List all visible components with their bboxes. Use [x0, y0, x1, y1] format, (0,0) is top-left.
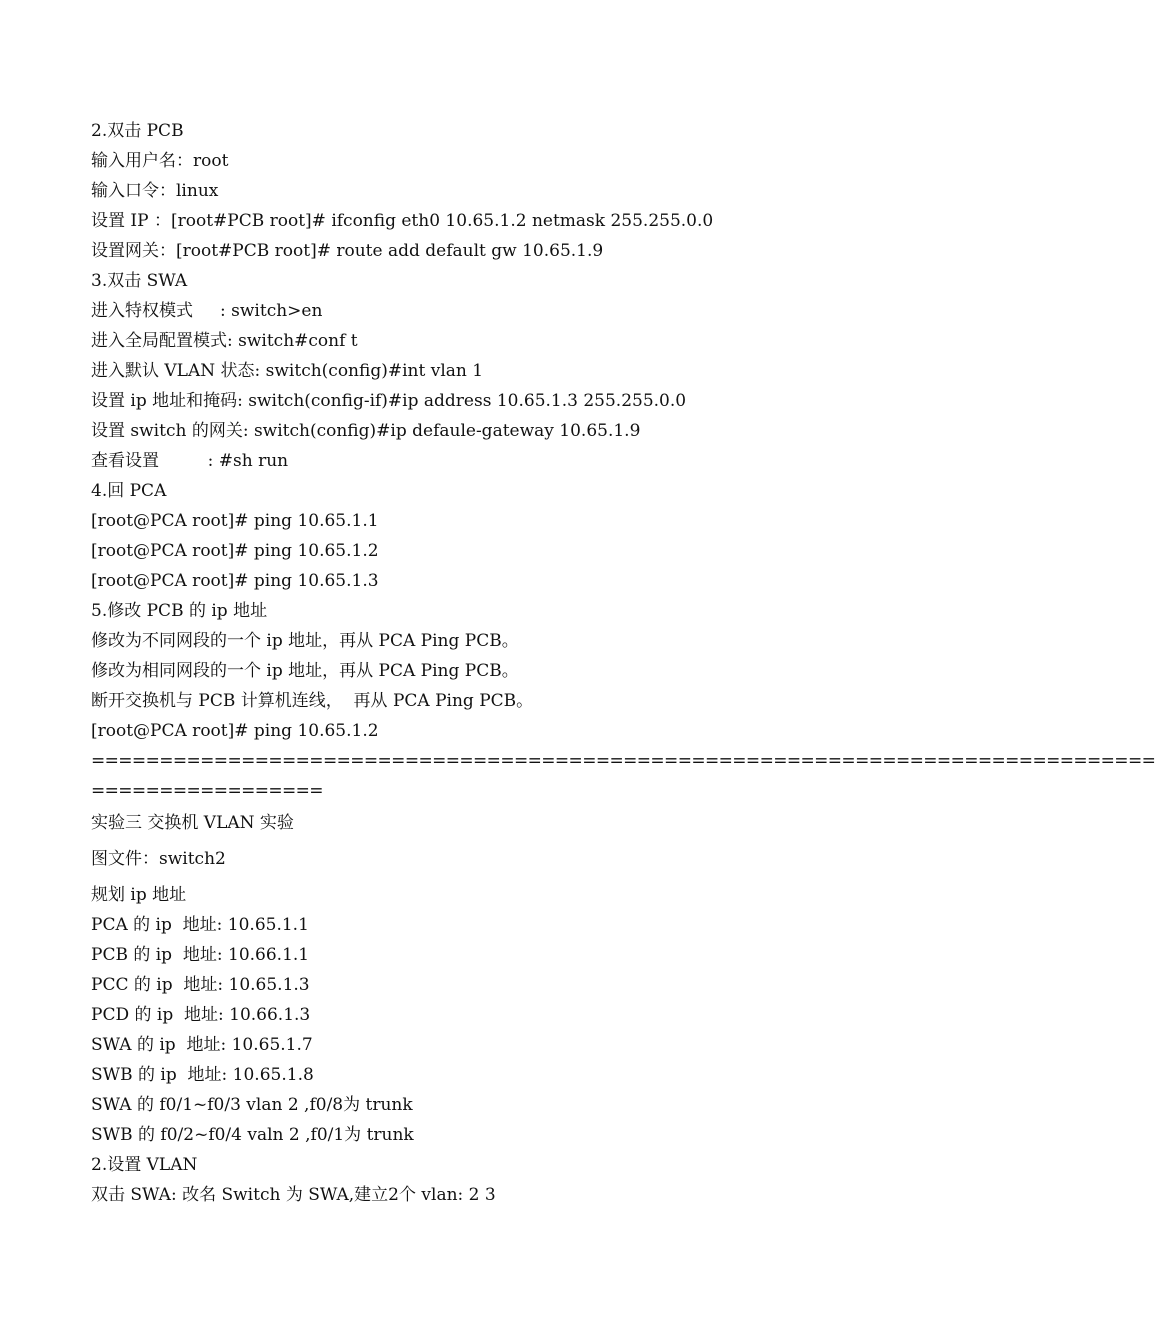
text-line: 设置网关：[root#PCB root]# route add default gw 10.65.1.9 — [91, 241, 604, 261]
text-line: 图文件：switch2 — [91, 849, 226, 869]
command-line: [root@PCA root]# ping 10.65.1.3 — [91, 571, 379, 591]
text-line: 进入全局配置模式: switch#conf t — [91, 331, 358, 351]
command-line: [root@PCA root]# ping 10.65.1.2 — [91, 721, 379, 741]
text-line: SWA 的 ip 地址: 10.65.1.7 — [91, 1035, 313, 1055]
section-title: 实验三 交换机 VLAN 实验 — [91, 813, 294, 833]
step-heading-modify-ip: 5.修改 PCB 的 ip 地址 — [91, 601, 268, 621]
text-line: 进入特权模式 : switch>en — [91, 301, 323, 321]
text-line: 设置 switch 的网关: switch(config)#ip defaule-gateway 10.65.1.9 — [91, 421, 641, 441]
text-line: PCB 的 ip 地址: 10.66.1.1 — [91, 945, 310, 965]
text-line: SWB 的 f0/2~f0/4 valn 2 ,f0/1为 trunk — [91, 1125, 414, 1145]
text-line: SWA 的 f0/1~f0/3 vlan 2 ,f0/8为 trunk — [91, 1095, 413, 1115]
text-line: 进入默认 VLAN 状态: switch(config)#int vlan 1 — [91, 361, 484, 381]
text-line: PCD 的 ip 地址: 10.66.1.3 — [91, 1005, 311, 1025]
separator-line: ================= — [91, 781, 323, 801]
step-heading-swa: 3.双击 SWA — [91, 271, 188, 291]
text-line: 修改为不同网段的一个 ip 地址，再从 PCA Ping PCB。 — [91, 631, 519, 651]
text-line: 修改为相同网段的一个 ip 地址，再从 PCA Ping PCB。 — [91, 661, 519, 681]
text-line: PCA 的 ip 地址: 10.65.1.1 — [91, 915, 309, 935]
document-body — [91, 118, 1155, 1212]
text-line: SWB 的 ip 地址: 10.65.1.8 — [91, 1065, 314, 1085]
text-line: 输入用户名：root — [91, 151, 229, 171]
text-line: 规划 ip 地址 — [91, 885, 187, 905]
command-line: [root@PCA root]# ping 10.65.1.2 — [91, 541, 379, 561]
separator-line: ============================================================================== — [91, 751, 1155, 771]
text-line: 输入口令：linux — [91, 181, 219, 201]
text-line: 双击 SWA: 改名 Switch 为 SWA,建立2个 vlan: 2 3 — [91, 1185, 496, 1205]
step-heading-pca: 4.回 PCA — [91, 481, 167, 501]
text-line: 查看设置 : #sh run — [91, 451, 289, 471]
text-line: 设置 IP ：[root#PCB root]# ifconfig eth0 10.65.1.2 netmask 255.255.0.0 — [91, 211, 714, 231]
text-line: PCC 的 ip 地址: 10.65.1.3 — [91, 975, 310, 995]
step-heading-vlan: 2.设置 VLAN — [91, 1155, 198, 1175]
text-line: 设置 ip 地址和掩码: switch(config-if)#ip address 10.65.1.3 255.255.0.0 — [91, 391, 687, 411]
command-line: [root@PCA root]# ping 10.65.1.1 — [91, 511, 379, 531]
step-heading-pcb: 2.双击 PCB — [91, 121, 184, 141]
text-line: 断开交换机与 PCB 计算机连线， 再从 PCA Ping PCB。 — [91, 691, 534, 711]
